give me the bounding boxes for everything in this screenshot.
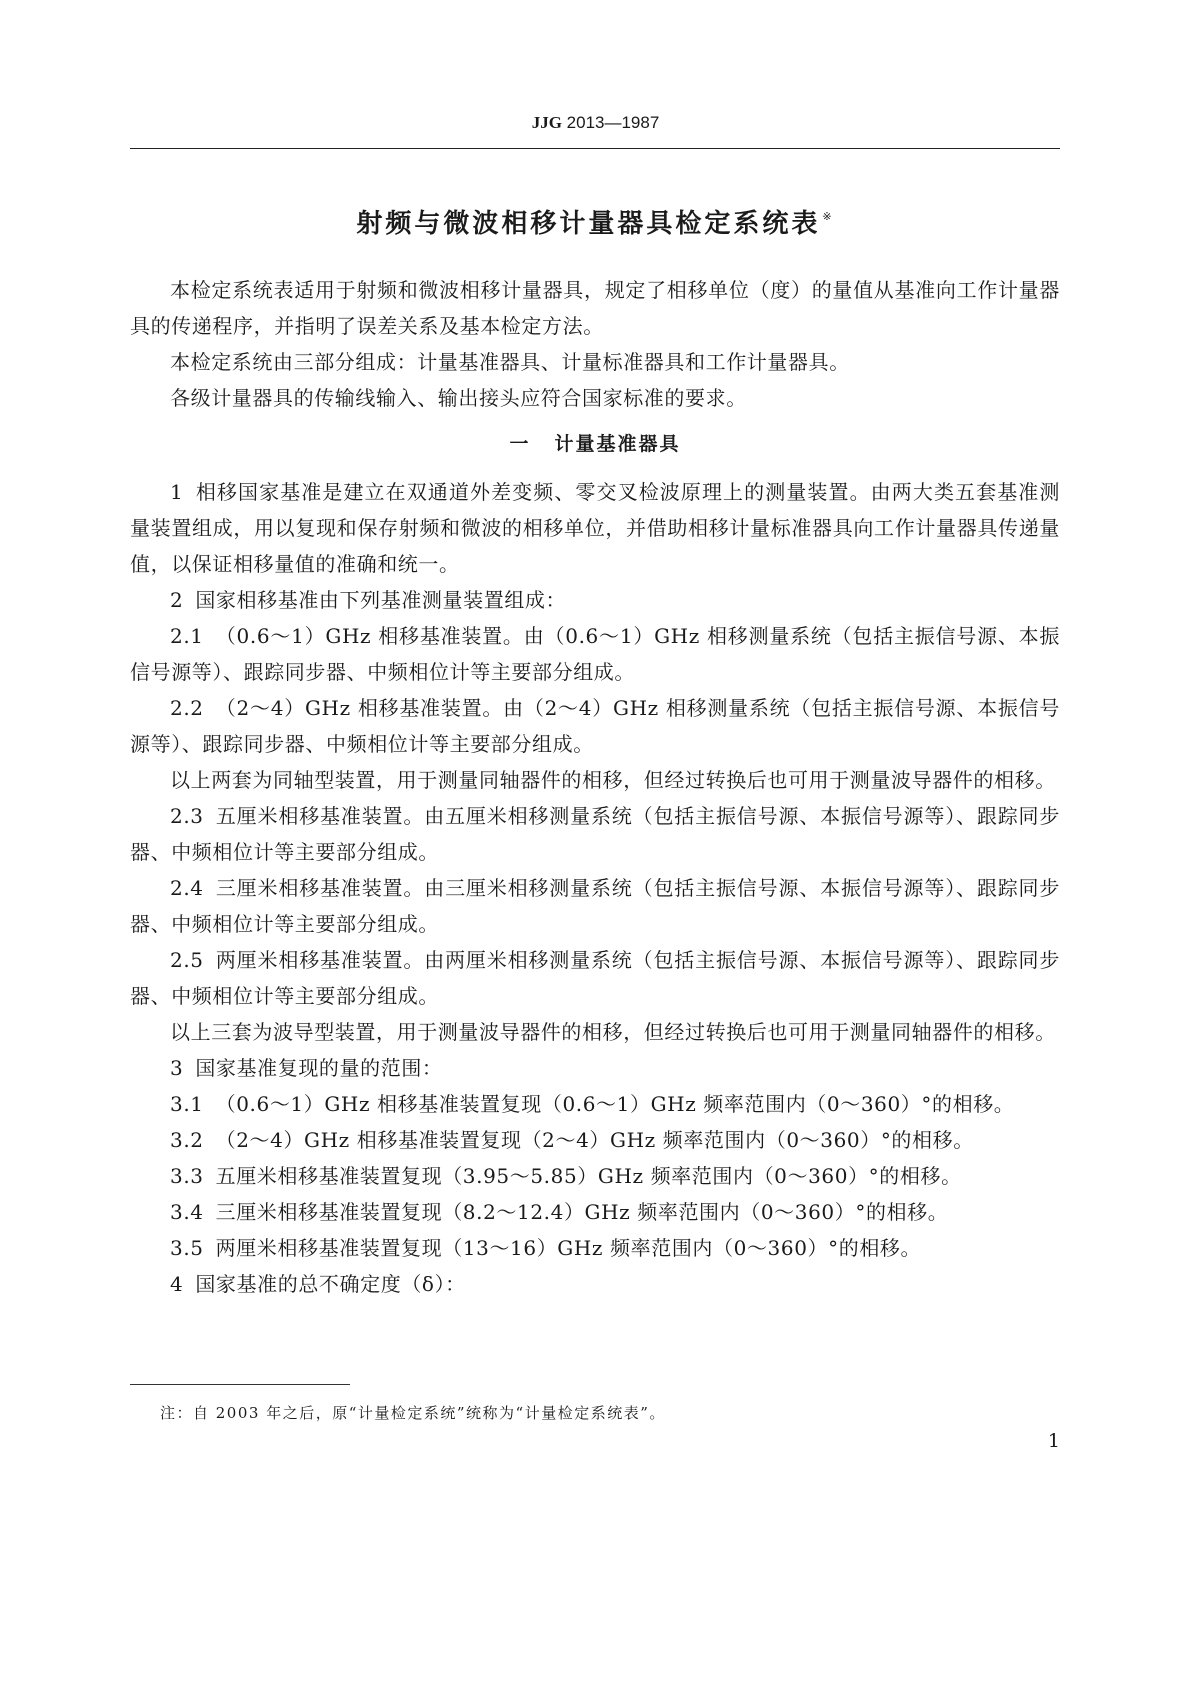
clause-text: （0.6～1）GHz 相移基准装置。由（0.6～1）GHz 相移测量系统（包括主振信号源、本振信号源等）、跟踪同步器、中频相位计等主要部分组成。 [130,624,1060,684]
clause-text: 相移国家基准是建立在双通道外差变频、零交叉检波原理上的测量装置。由两大类五套基准测量装置组成，用以复现和保存射频和微波的相移单位，并借助相移计量标准器具向工作计量器具传递量值，以保证相移量值的准确和统一。 [130,480,1060,576]
running-header [0,113,1191,133]
clause-number: 2.4 [170,876,204,900]
clause-number: 3.1 [170,1092,204,1116]
clause-number: 2.5 [170,948,204,972]
intro-paragraph: 本检定系统表适用于射频和微波相移计量器具，规定了相移单位（度）的量值从基准向工作计量器具的传递程序，并指明了误差关系及基本检定方法。 [130,278,1060,338]
clause-text: （2～4）GHz 相移基准装置复现（2～4）GHz 频率范围内（0～360）°的相移。 [215,1128,974,1152]
clause-text: 三厘米相移基准装置复现（8.2～12.4）GHz 频率范围内（0～360）°的相移。 [215,1200,949,1224]
clause-note [130,1014,1060,1050]
clause [130,618,1060,690]
clause [130,1230,1060,1266]
clause-number: 2.3 [170,804,204,828]
body-text [130,272,1060,1302]
clause [130,690,1060,762]
clause-text: 两厘米相移基准装置。由两厘米相移测量系统（包括主振信号源、本振信号源等）、跟踪同步器、中频相位计等主要部分组成。 [130,948,1060,1008]
clause [130,1122,1060,1158]
title-text: 射频与微波相移计量器具检定系统表 [356,209,821,239]
clause-text: （0.6～1）GHz 相移基准装置复现（0.6～1）GHz 频率范围内（0～360）°的相移。 [215,1092,1015,1116]
clause [130,1050,1060,1086]
clause [130,870,1060,942]
clause-text: 以上三套为波导型装置，用于测量波导器件的相移，但经过转换后也可用于测量同轴器件的相移。 [170,1020,1056,1044]
clause-text: （2～4）GHz 相移基准装置。由（2～4）GHz 相移测量系统（包括主振信号源、本振信号源等）、跟踪同步器、中频相位计等主要部分组成。 [130,696,1060,756]
clause-text: 两厘米相移基准装置复现（13～16）GHz 频率范围内（0～360）°的相移。 [215,1236,922,1260]
intro-paragraph: 本检定系统由三部分组成：计量基准器具、计量标准器具和工作计量器具。 [170,350,850,374]
clause-number: 3.2 [170,1128,204,1152]
clause-number: 3 [170,1056,184,1080]
clause-text: 以上两套为同轴型装置，用于测量同轴器件的相移，但经过转换后也可用于测量波导器件的相移。 [170,768,1056,792]
clause-note [130,762,1060,798]
clause-text: 五厘米相移基准装置复现（3.95～5.85）GHz 频率范围内（0～360）°的相移。 [215,1164,962,1188]
clause-number: 3.4 [170,1200,204,1224]
title-footnote-marker: ※ [822,210,835,223]
clause [130,582,1060,618]
clause [130,1266,1060,1302]
clause-number: 2.2 [170,696,204,720]
clause-text: 国家基准的总不确定度（δ）： [195,1272,466,1296]
clause-number: 3.3 [170,1164,204,1188]
clause [130,1158,1060,1194]
clause [130,798,1060,870]
standard-code: JJG [531,113,562,132]
standard-number: 2013—1987 [566,113,660,132]
section-title: 计量基准器具 [554,433,681,455]
page-number: 1 [1047,1430,1060,1452]
clause-number: 2.1 [170,624,204,648]
section-heading [130,426,1060,462]
clause [130,942,1060,1014]
clause [130,474,1060,582]
clause-text: 五厘米相移基准装置。由五厘米相移测量系统（包括主振信号源、本振信号源等）、跟踪同步器、中频相位计等主要部分组成。 [130,804,1060,864]
header-rule [130,148,1060,149]
section-number: 一 [509,433,531,455]
clause [130,1086,1060,1122]
clause-number: 3.5 [170,1236,204,1260]
clause-text: 国家基准复现的量的范围： [195,1056,443,1080]
clause-text: 三厘米相移基准装置。由三厘米相移测量系统（包括主振信号源、本振信号源等）、跟踪同步器、中频相位计等主要部分组成。 [130,876,1060,936]
clause-number: 2 [170,588,184,612]
clause [130,1194,1060,1230]
document-title [0,203,1191,240]
footnote-rule [130,1384,350,1385]
clause-number: 4 [170,1272,184,1296]
intro-paragraph: 各级计量器具的传输线输入、输出接头应符合国家标准的要求。 [170,386,747,410]
clause-text: 国家相移基准由下列基准测量装置组成： [195,588,567,612]
clause-number: 1 [170,480,184,504]
footnote: 注：自 2003 年之后，原“计量检定系统”统称为“计量检定系统表”。 [160,1404,666,1422]
